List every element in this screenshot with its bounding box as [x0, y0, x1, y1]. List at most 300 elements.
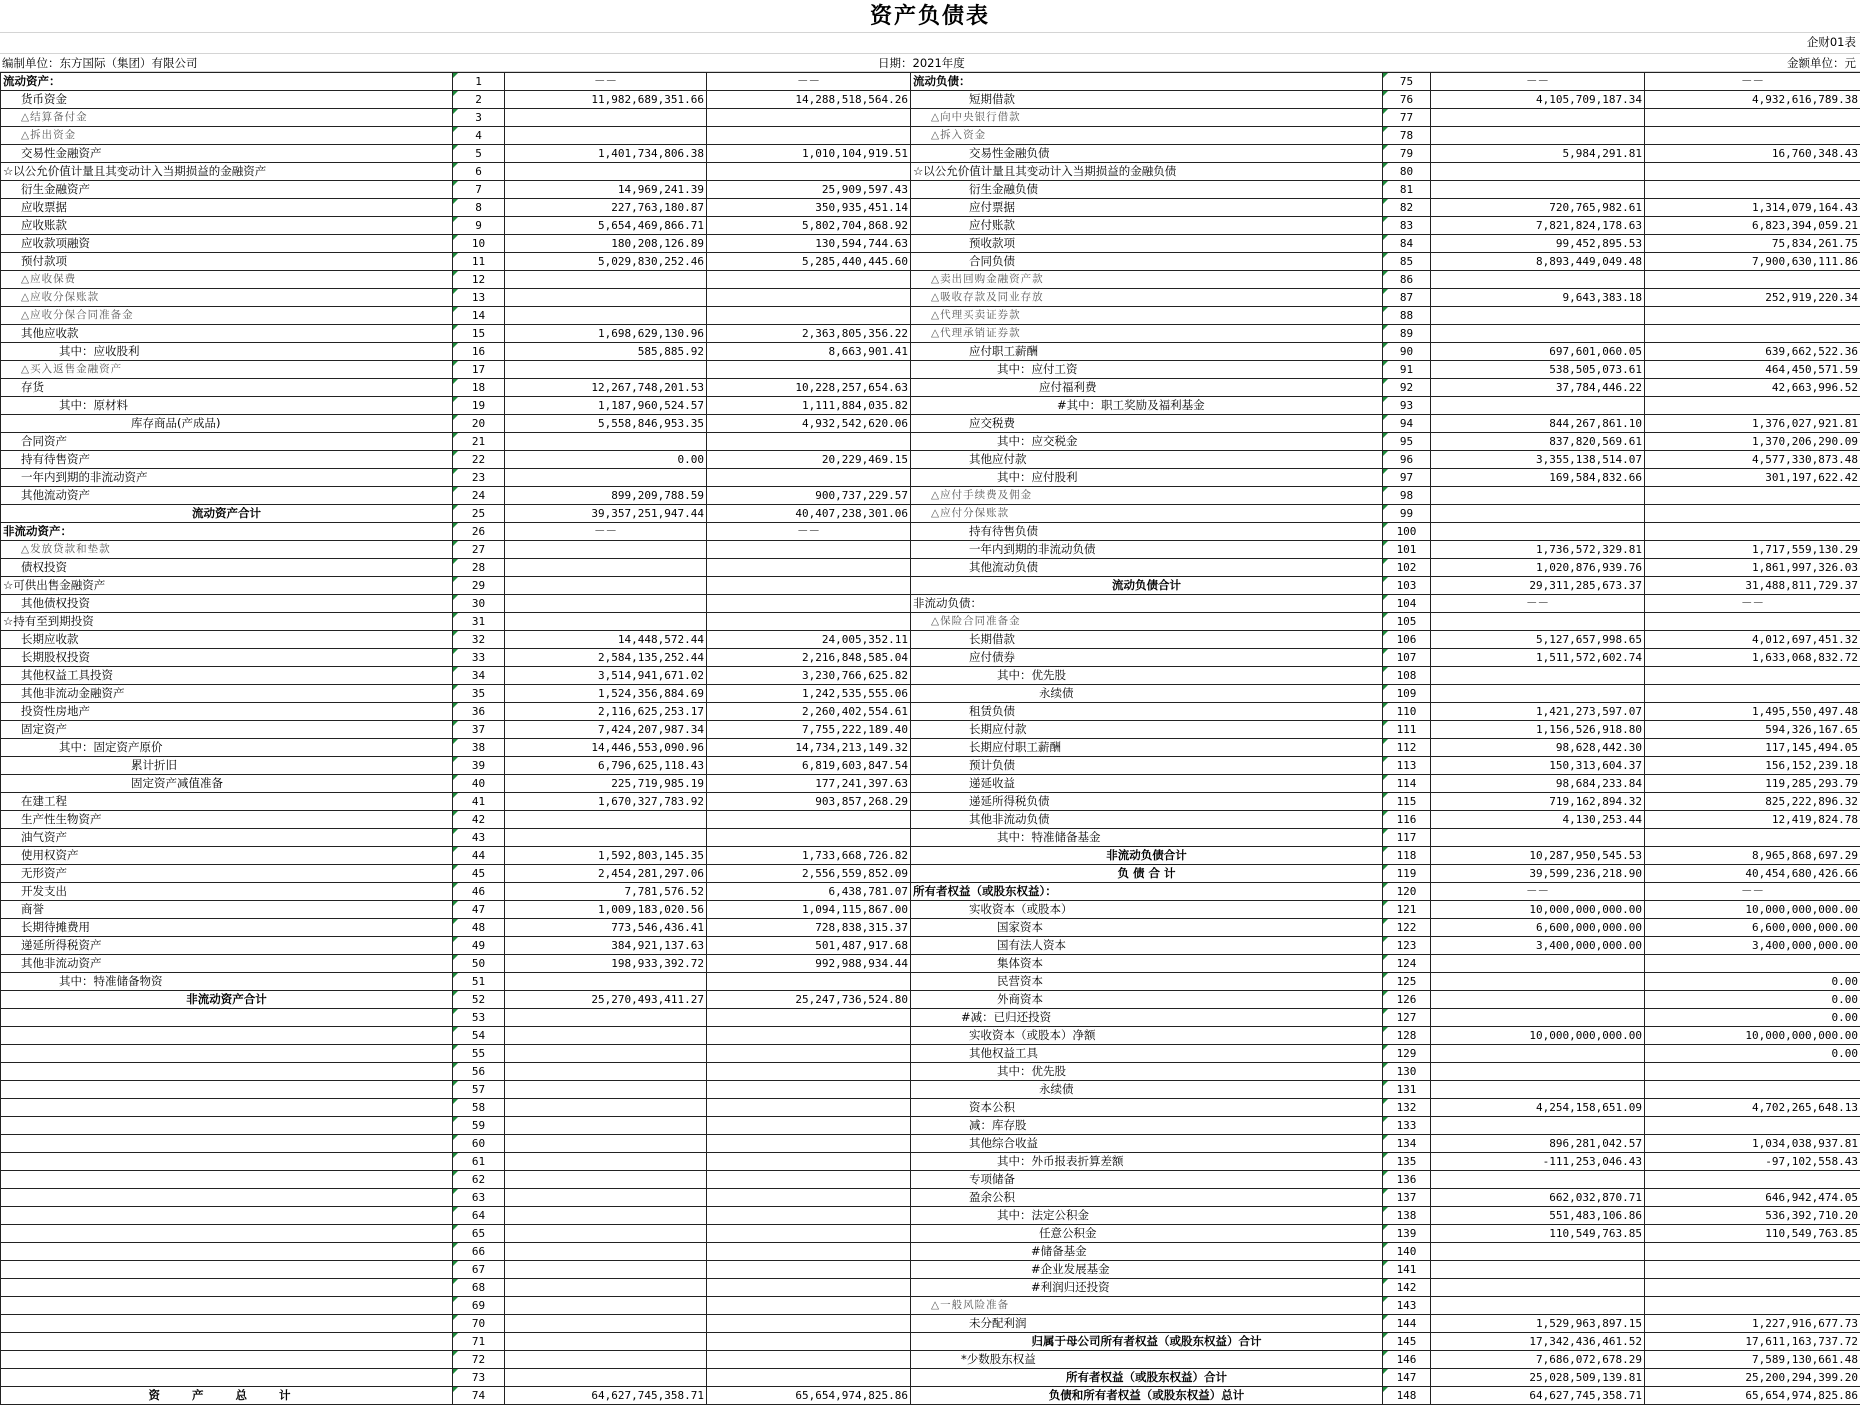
liability-item-name: 实收资本（或股本）净额: [911, 1027, 1383, 1045]
liability-beginning-balance: 119,285,293.79: [1645, 775, 1860, 793]
liability-beginning-balance: 639,662,522.36: [1645, 343, 1860, 361]
liability-beginning-balance: [1645, 1063, 1860, 1081]
liability-item-name: 永续债: [911, 1081, 1383, 1099]
report-date: 日期：2021年度: [878, 56, 965, 70]
liability-line-number: 114: [1383, 775, 1431, 793]
liability-line-number: 117: [1383, 829, 1431, 847]
liability-item-name: 衍生金融负债: [911, 181, 1383, 199]
asset-item-name: 生产性生物资产: [1, 811, 453, 829]
asset-ending-balance: [505, 577, 707, 595]
asset-item-name: ☆以公允价值计量且其变动计入当期损益的金融资产: [1, 163, 453, 181]
liability-item-name: 流动负债：: [911, 73, 1383, 91]
asset-line-number: 53: [453, 1009, 505, 1027]
asset-beginning-balance: [707, 1279, 911, 1297]
table-row: [1, 775, 1860, 793]
asset-line-number: 32: [453, 631, 505, 649]
liability-beginning-balance: 1,370,206,290.09: [1645, 433, 1860, 451]
asset-line-number: 41: [453, 793, 505, 811]
table-row: [1, 181, 1860, 199]
asset-ending-balance: －－: [505, 73, 707, 91]
table-row: [1, 415, 1860, 433]
asset-line-number: 64: [453, 1207, 505, 1225]
liability-beginning-balance: [1645, 109, 1860, 127]
asset-line-number: 43: [453, 829, 505, 847]
liability-line-number: 103: [1383, 577, 1431, 595]
liability-beginning-balance: 40,454,680,426.66: [1645, 865, 1860, 883]
table-row: [1, 469, 1860, 487]
liability-line-number: 136: [1383, 1171, 1431, 1189]
asset-beginning-balance: 350,935,451.14: [707, 199, 911, 217]
asset-item-name: 其他债权投资: [1, 595, 453, 613]
asset-line-number: 60: [453, 1135, 505, 1153]
liability-line-number: 84: [1383, 235, 1431, 253]
liability-line-number: 107: [1383, 649, 1431, 667]
liability-beginning-balance: [1645, 271, 1860, 289]
asset-item-name: [1, 1009, 453, 1027]
liability-beginning-balance: [1645, 1243, 1860, 1261]
asset-beginning-balance: 25,247,736,524.80: [707, 991, 911, 1009]
liability-beginning-balance: 252,919,220.34: [1645, 289, 1860, 307]
asset-item-name: [1, 1279, 453, 1297]
liability-ending-balance: [1431, 991, 1645, 1009]
asset-item-name: 固定资产: [1, 721, 453, 739]
table-row: [1, 667, 1860, 685]
asset-line-number: 20: [453, 415, 505, 433]
liability-item-name: 所有者权益（或股东权益）合计: [911, 1369, 1383, 1387]
table-row: [1, 379, 1860, 397]
asset-line-number: 38: [453, 739, 505, 757]
asset-item-name: 开发支出: [1, 883, 453, 901]
form-code-row: [0, 33, 1860, 54]
asset-item-name: 非流动资产合计: [1, 991, 453, 1009]
liability-ending-balance: [1431, 163, 1645, 181]
table-row: [1, 1225, 1860, 1243]
liability-item-name: 其他综合收益: [911, 1135, 1383, 1153]
asset-ending-balance: 198,933,392.72: [505, 955, 707, 973]
asset-beginning-balance: 7,755,222,189.40: [707, 721, 911, 739]
liability-line-number: 106: [1383, 631, 1431, 649]
asset-ending-balance: [505, 973, 707, 991]
liability-ending-balance: 720,765,982.61: [1431, 199, 1645, 217]
liability-beginning-balance: 0.00: [1645, 1009, 1860, 1027]
liability-ending-balance: 7,821,824,178.63: [1431, 217, 1645, 235]
asset-item-name: [1, 1243, 453, 1261]
asset-beginning-balance: [707, 1117, 911, 1135]
asset-line-number: 63: [453, 1189, 505, 1207]
table-row: [1, 1045, 1860, 1063]
asset-line-number: 51: [453, 973, 505, 991]
liability-ending-balance: [1431, 325, 1645, 343]
asset-beginning-balance: 8,663,901.41: [707, 343, 911, 361]
asset-ending-balance: 227,763,180.87: [505, 199, 707, 217]
asset-ending-balance: [505, 1135, 707, 1153]
asset-item-name: [1, 1081, 453, 1099]
liability-line-number: 129: [1383, 1045, 1431, 1063]
asset-beginning-balance: [707, 1351, 911, 1369]
asset-item-name: 长期待摊费用: [1, 919, 453, 937]
liability-line-number: 135: [1383, 1153, 1431, 1171]
liability-ending-balance: [1431, 505, 1645, 523]
liability-line-number: 123: [1383, 937, 1431, 955]
liability-beginning-balance: 825,222,896.32: [1645, 793, 1860, 811]
table-row: [1, 487, 1860, 505]
liability-item-name: 长期应付职工薪酬: [911, 739, 1383, 757]
asset-line-number: 34: [453, 667, 505, 685]
liability-line-number: 113: [1383, 757, 1431, 775]
liability-item-name: *少数股东权益: [911, 1351, 1383, 1369]
liability-item-name: 外商资本: [911, 991, 1383, 1009]
asset-line-number: 11: [453, 253, 505, 271]
liability-line-number: 77: [1383, 109, 1431, 127]
liability-item-name: △一般风险准备: [911, 1297, 1383, 1315]
liability-item-name: ☆以公允价值计量且其变动计入当期损益的金融负债: [911, 163, 1383, 181]
asset-line-number: 44: [453, 847, 505, 865]
asset-beginning-balance: [707, 109, 911, 127]
liability-item-name: 应交税费: [911, 415, 1383, 433]
table-row: [1, 883, 1860, 901]
asset-item-name: 油气资产: [1, 829, 453, 847]
asset-beginning-balance: 992,988,934.44: [707, 955, 911, 973]
asset-line-number: 7: [453, 181, 505, 199]
asset-ending-balance: 1,524,356,884.69: [505, 685, 707, 703]
liability-ending-balance: 169,584,832.66: [1431, 469, 1645, 487]
liability-ending-balance: 7,686,072,678.29: [1431, 1351, 1645, 1369]
asset-item-name: 合同资产: [1, 433, 453, 451]
table-row: [1, 1063, 1860, 1081]
asset-beginning-balance: 1,010,104,919.51: [707, 145, 911, 163]
liability-ending-balance: [1431, 487, 1645, 505]
liability-beginning-balance: 1,495,550,497.48: [1645, 703, 1860, 721]
liability-line-number: 115: [1383, 793, 1431, 811]
liability-beginning-balance: [1645, 325, 1860, 343]
asset-line-number: 59: [453, 1117, 505, 1135]
liability-beginning-balance: [1645, 1117, 1860, 1135]
asset-line-number: 2: [453, 91, 505, 109]
asset-item-name: 其中：应收股利: [1, 343, 453, 361]
asset-item-name: [1, 1207, 453, 1225]
liability-ending-balance: [1431, 397, 1645, 415]
asset-beginning-balance: [707, 811, 911, 829]
table-row: [1, 793, 1860, 811]
liability-beginning-balance: 7,900,630,111.86: [1645, 253, 1860, 271]
asset-line-number: 10: [453, 235, 505, 253]
asset-item-name: △应收分保合同准备金: [1, 307, 453, 325]
asset-beginning-balance: [707, 1009, 911, 1027]
table-row: [1, 919, 1860, 937]
asset-beginning-balance: [707, 1099, 911, 1117]
liability-line-number: 126: [1383, 991, 1431, 1009]
asset-item-name: 应收票据: [1, 199, 453, 217]
asset-ending-balance: 384,921,137.63: [505, 937, 707, 955]
asset-beginning-balance: 728,838,315.37: [707, 919, 911, 937]
asset-beginning-balance: 5,802,704,868.92: [707, 217, 911, 235]
liability-ending-balance: 1,736,572,329.81: [1431, 541, 1645, 559]
table-row: [1, 1081, 1860, 1099]
table-row: [1, 235, 1860, 253]
table-row: [1, 541, 1860, 559]
liability-ending-balance: [1431, 181, 1645, 199]
liability-line-number: 75: [1383, 73, 1431, 91]
liability-item-name: 递延收益: [911, 775, 1383, 793]
form-code: 企财01表: [1806, 35, 1856, 49]
liability-line-number: 141: [1383, 1261, 1431, 1279]
asset-ending-balance: [505, 1297, 707, 1315]
asset-ending-balance: [505, 289, 707, 307]
liability-ending-balance: 98,628,442.30: [1431, 739, 1645, 757]
liability-ending-balance: 538,505,073.61: [1431, 361, 1645, 379]
liability-line-number: 100: [1383, 523, 1431, 541]
table-row: [1, 829, 1860, 847]
asset-line-number: 25: [453, 505, 505, 523]
asset-item-name: 交易性金融资产: [1, 145, 453, 163]
asset-line-number: 5: [453, 145, 505, 163]
liability-ending-balance: [1431, 829, 1645, 847]
asset-ending-balance: [505, 1189, 707, 1207]
liability-ending-balance: 1,421,273,597.07: [1431, 703, 1645, 721]
asset-item-name: 累计折旧: [1, 757, 453, 775]
asset-beginning-balance: [707, 1027, 911, 1045]
liability-line-number: 139: [1383, 1225, 1431, 1243]
liability-ending-balance: 551,483,106.86: [1431, 1207, 1645, 1225]
liability-ending-balance: 662,032,870.71: [1431, 1189, 1645, 1207]
liability-item-name: 其中：应交税金: [911, 433, 1383, 451]
asset-item-name: [1, 1045, 453, 1063]
asset-line-number: 50: [453, 955, 505, 973]
asset-ending-balance: [505, 1045, 707, 1063]
liability-beginning-balance: [1645, 307, 1860, 325]
asset-ending-balance: 225,719,985.19: [505, 775, 707, 793]
asset-beginning-balance: 3,230,766,625.82: [707, 667, 911, 685]
liability-item-name: #其中：职工奖励及福利基金: [911, 397, 1383, 415]
liability-beginning-balance: 31,488,811,729.37: [1645, 577, 1860, 595]
asset-ending-balance: 12,267,748,201.53: [505, 379, 707, 397]
liability-ending-balance: [1431, 1009, 1645, 1027]
liability-beginning-balance: [1645, 1171, 1860, 1189]
asset-line-number: 8: [453, 199, 505, 217]
asset-beginning-balance: [707, 829, 911, 847]
liability-beginning-balance: [1645, 685, 1860, 703]
asset-beginning-balance: [707, 1225, 911, 1243]
asset-beginning-balance: [707, 469, 911, 487]
liability-item-name: △向中央银行借款: [911, 109, 1383, 127]
table-row: [1, 307, 1860, 325]
liability-line-number: 95: [1383, 433, 1431, 451]
liability-line-number: 130: [1383, 1063, 1431, 1081]
liability-item-name: 应付债券: [911, 649, 1383, 667]
asset-line-number: 62: [453, 1171, 505, 1189]
table-row: [1, 91, 1860, 109]
table-row: [1, 1297, 1860, 1315]
liability-beginning-balance: 301,197,622.42: [1645, 469, 1860, 487]
liability-line-number: 85: [1383, 253, 1431, 271]
asset-item-name: [1, 1153, 453, 1171]
liability-beginning-balance: 6,600,000,000.00: [1645, 919, 1860, 937]
asset-ending-balance: 3,514,941,671.02: [505, 667, 707, 685]
liability-beginning-balance: 117,145,494.05: [1645, 739, 1860, 757]
liability-ending-balance: －－: [1431, 595, 1645, 613]
liability-item-name: 减：库存股: [911, 1117, 1383, 1135]
asset-item-name: 其中：原材料: [1, 397, 453, 415]
liability-item-name: 任意公积金: [911, 1225, 1383, 1243]
table-row: [1, 1315, 1860, 1333]
asset-ending-balance: 585,885.92: [505, 343, 707, 361]
asset-item-name: △结算备付金: [1, 109, 453, 127]
asset-item-name: 其中：固定资产原价: [1, 739, 453, 757]
table-row: [1, 901, 1860, 919]
liability-line-number: 146: [1383, 1351, 1431, 1369]
asset-ending-balance: 2,454,281,297.06: [505, 865, 707, 883]
liability-ending-balance: [1431, 1117, 1645, 1135]
asset-ending-balance: 14,446,553,090.96: [505, 739, 707, 757]
liability-line-number: 125: [1383, 973, 1431, 991]
table-row: [1, 289, 1860, 307]
asset-beginning-balance: 6,438,781.07: [707, 883, 911, 901]
asset-ending-balance: [505, 1261, 707, 1279]
table-row: [1, 145, 1860, 163]
asset-ending-balance: [505, 1333, 707, 1351]
liability-beginning-balance: [1645, 613, 1860, 631]
liability-ending-balance: 4,130,253.44: [1431, 811, 1645, 829]
liability-ending-balance: [1431, 523, 1645, 541]
asset-ending-balance: 2,584,135,252.44: [505, 649, 707, 667]
liability-ending-balance: [1431, 1081, 1645, 1099]
liability-beginning-balance: 1,227,916,677.73: [1645, 1315, 1860, 1333]
asset-item-name: 商誉: [1, 901, 453, 919]
liability-line-number: 90: [1383, 343, 1431, 361]
table-row: [1, 1387, 1860, 1405]
asset-beginning-balance: [707, 1369, 911, 1387]
liability-beginning-balance: 594,326,167.65: [1645, 721, 1860, 739]
liability-item-name: 民营资本: [911, 973, 1383, 991]
asset-ending-balance: 773,546,436.41: [505, 919, 707, 937]
asset-item-name: [1, 1027, 453, 1045]
asset-beginning-balance: [707, 271, 911, 289]
asset-item-name: 在建工程: [1, 793, 453, 811]
liability-ending-balance: 1,529,963,897.15: [1431, 1315, 1645, 1333]
liability-line-number: 120: [1383, 883, 1431, 901]
liability-line-number: 143: [1383, 1297, 1431, 1315]
asset-line-number: 6: [453, 163, 505, 181]
liability-beginning-balance: [1645, 127, 1860, 145]
table-row: [1, 613, 1860, 631]
liability-line-number: 110: [1383, 703, 1431, 721]
asset-item-name: [1, 1135, 453, 1153]
asset-ending-balance: 11,982,689,351.66: [505, 91, 707, 109]
liability-ending-balance: 39,599,236,218.90: [1431, 865, 1645, 883]
asset-beginning-balance: [707, 595, 911, 613]
liability-line-number: 118: [1383, 847, 1431, 865]
asset-ending-balance: 25,270,493,411.27: [505, 991, 707, 1009]
liability-line-number: 147: [1383, 1369, 1431, 1387]
table-row: [1, 1171, 1860, 1189]
asset-item-name: [1, 1297, 453, 1315]
asset-line-number: 16: [453, 343, 505, 361]
asset-beginning-balance: 14,288,518,564.26: [707, 91, 911, 109]
asset-beginning-balance: 40,407,238,301.06: [707, 505, 911, 523]
liability-item-name: △保险合同准备金: [911, 613, 1383, 631]
asset-ending-balance: 180,208,126.89: [505, 235, 707, 253]
balance-sheet-table: [0, 72, 1860, 1405]
liability-item-name: #利润归还投资: [911, 1279, 1383, 1297]
asset-item-name: 其他权益工具投资: [1, 667, 453, 685]
asset-line-number: 55: [453, 1045, 505, 1063]
liability-ending-balance: 3,400,000,000.00: [1431, 937, 1645, 955]
liability-item-name: 应付职工薪酬: [911, 343, 1383, 361]
asset-ending-balance: [505, 1009, 707, 1027]
sheet-title: 资产负债表: [869, 3, 990, 29]
liability-beginning-balance: 4,932,616,789.38: [1645, 91, 1860, 109]
liability-line-number: 124: [1383, 955, 1431, 973]
asset-ending-balance: [505, 1279, 707, 1297]
liability-item-name: △应付手续费及佣金: [911, 487, 1383, 505]
liability-item-name: 其中：应付工资: [911, 361, 1383, 379]
asset-ending-balance: 1,592,803,145.35: [505, 847, 707, 865]
asset-line-number: 33: [453, 649, 505, 667]
table-row: [1, 1099, 1860, 1117]
liability-ending-balance: 719,162,894.32: [1431, 793, 1645, 811]
asset-line-number: 68: [453, 1279, 505, 1297]
liability-item-name: 归属于母公司所有者权益（或股东权益）合计: [911, 1333, 1383, 1351]
asset-ending-balance: [505, 595, 707, 613]
liability-ending-balance: 8,893,449,049.48: [1431, 253, 1645, 271]
liability-beginning-balance: [1645, 523, 1860, 541]
asset-ending-balance: [505, 1315, 707, 1333]
liability-beginning-balance: 16,760,348.43: [1645, 145, 1860, 163]
table-row: [1, 127, 1860, 145]
asset-item-name: 其他流动资产: [1, 487, 453, 505]
liability-item-name: 专项储备: [911, 1171, 1383, 1189]
liability-ending-balance: [1431, 973, 1645, 991]
asset-ending-balance: [505, 1369, 707, 1387]
liability-line-number: 112: [1383, 739, 1431, 757]
liability-beginning-balance: [1645, 829, 1860, 847]
asset-item-name: [1, 1189, 453, 1207]
asset-item-name: 流动资产：: [1, 73, 453, 91]
liability-ending-balance: 5,984,291.81: [1431, 145, 1645, 163]
liability-ending-balance: [1431, 1297, 1645, 1315]
liability-item-name: 流动负债合计: [911, 577, 1383, 595]
liability-beginning-balance: 6,823,394,059.21: [1645, 217, 1860, 235]
liability-beginning-balance: 10,000,000,000.00: [1645, 901, 1860, 919]
asset-beginning-balance: 1,111,884,035.82: [707, 397, 911, 415]
liability-line-number: 105: [1383, 613, 1431, 631]
liability-item-name: 一年内到期的非流动负债: [911, 541, 1383, 559]
liability-line-number: 99: [1383, 505, 1431, 523]
liability-item-name: △吸收存款及同业存放: [911, 289, 1383, 307]
asset-line-number: 31: [453, 613, 505, 631]
liability-line-number: 128: [1383, 1027, 1431, 1045]
table-row: [1, 559, 1860, 577]
asset-item-name: 衍生金融资产: [1, 181, 453, 199]
asset-line-number: 18: [453, 379, 505, 397]
liability-line-number: 108: [1383, 667, 1431, 685]
liability-ending-balance: 697,601,060.05: [1431, 343, 1645, 361]
table-row: [1, 973, 1860, 991]
liability-beginning-balance: 1,633,068,832.72: [1645, 649, 1860, 667]
asset-beginning-balance: [707, 1189, 911, 1207]
liability-ending-balance: 1,020,876,939.76: [1431, 559, 1645, 577]
asset-beginning-balance: [707, 1045, 911, 1063]
asset-item-name: △买入返售金融资产: [1, 361, 453, 379]
liability-beginning-balance: 65,654,974,825.86: [1645, 1387, 1860, 1405]
table-row: [1, 595, 1860, 613]
liability-item-name: 其他流动负债: [911, 559, 1383, 577]
asset-line-number: 54: [453, 1027, 505, 1045]
liability-item-name: △代理买卖证券款: [911, 307, 1383, 325]
asset-line-number: 19: [453, 397, 505, 415]
asset-beginning-balance: 1,733,668,726.82: [707, 847, 911, 865]
asset-item-name: 一年内到期的非流动资产: [1, 469, 453, 487]
